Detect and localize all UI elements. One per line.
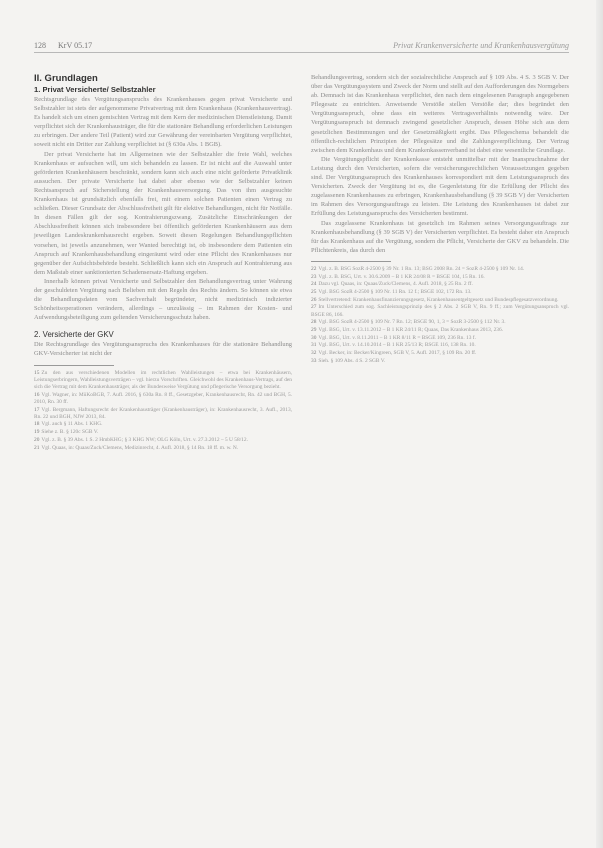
paragraph: Die Rechtsgrundlage des Vergütungsanspruchs des Krankenhauses für die stationäre Behandlung GKV-Versicherter ist nicht der bbox=[34, 341, 292, 358]
paragraph: Innerhalb können privat Versicherte und Selbstzahler den Behandlungsvertrag unter Wahrung der geschuldeten Vergütung nach Belieben mit den Regeln des Rechts ändern. So können sie etwa die Behandlungsdaten vom Sachverhalt begründeter, nicht medizinisch indizierter Schönheitsoperationen verändern, allerdings – unzulässig – im Rahmen der Kosten- und Aufwendungsbeteiligung zum geltenden Versicherungsschutz haben. bbox=[34, 277, 292, 322]
footnote: 26 Stellvertretend: Krankenhausfinanzierungsgesetz, Krankenhausentgeltgesetz und Bundespflegesatzverordnung. bbox=[311, 296, 559, 303]
footnote: 17 Vgl. Bergmann, Haftungsrecht der Krankenhausträger (Krankenhausträger), in: Krankenhausrecht, 3. Aufl., 2013, Rn. 22 und BGH, NJW 2013, 84. bbox=[34, 406, 292, 420]
left-column bbox=[34, 73, 292, 452]
paragraph: Behandlungsvertrag, sondern sich der sozialrechtliche Anspruch auf § 109 Abs. 4 S. 3 SGB V. Der über das Vergütungssystem und Zweck der Norm und stellt auf den Aufforderungen des Normgebers ab. Demnach ist das Krankenhaus verpflichtet, den nach dem eingelesenen Paragraph angegebenen Pflegesatz zu entrichten. Anweisende Verstöße stellen Verstöße dar; dies begründet den Vergütungsanspruch, ohne dass ein weiteres Vertragsverhältnis notwendig wäre. Der Vergütungsanspruch ist demnach zwingend gesetzlicher Anspruch, dessen Höhe sich aus dem gesetzlichen Bestimmungen und der Gesetzmäßigkeit ergibt. Das Pflegeschema behandelt die öffentlich-rechtlichen Prinzipien der Pflegesätze und die Zahlungsverpflichtung. Der Vertrag zwischen dem Krankenhaus und dem Krankenkassenverband ist dabei eine wesentliche Grundlage. bbox=[311, 74, 569, 154]
paragraph: Das zugelassene Krankenhaus ist gesetzlich im Rahmen seines Versorgungsauftrags zur Krankenhausbehandlung (§ 39 SGB V) der Versicherten verpflichtet. Es besteht daher ein Anspruch für das Krankenhaus auf die Vergütung, sondern die Pflicht, Versicherte der GKV zu behandeln. Die Pflichtenkreis, das durch den bbox=[311, 219, 569, 254]
footnote: 21 Vgl. Quaas, in: Quaas/Zuck/Clemens, Medizinrecht, 4. Aufl. 2018, § 14 Rn. 18 ff. m. w. N. bbox=[34, 444, 239, 451]
footnote: 23 Vgl. z. B. BSG, Urt. v. 30.6.2009 – B 1 KR 24/08 R = BSGE 104, 15 Rn. 16. bbox=[311, 273, 485, 280]
paragraph: Die Vergütungspflicht der Krankenkasse entsteht unmittelbar mit der Inanspruchnahme der Leistung durch den Versicherten, sofern die versicherungsrechtlichen Voraussetzungen gegeben sind. Der Vergütungsanspruch des Krankenhauses korrespondiert mit dem Leistungsanspruch des Versicherten. Zweck der Vergütung ist es, die Gegenleistung für die Erfüllung der Pflicht des zugelassenen Krankenhauses zu erbringen, Krankenhausbehandlung (§ 39 SGB V) der Versicherten im Rahmen des Versorgungsauftrags zu leisten. Die Leistung des Krankenhauses ist dabei zur Erfüllung des Leistungsanspruchs des Versicherten bestimmt. bbox=[311, 155, 569, 218]
footnote: 15 Zu den aus verschiedenen Modellen im rechtlichen Wahlleistungen – etwa bei Krankenhäusern, Leistungserbringern, Wahlleistungsverträgen – vgl. hierzu Vorschriften. Gleichwohl des Krankenhaus-Vertrags, auf den sich die Vertrag mit dem Krankenhausträger, als der Bundesweise Vergütung und pflegerische Versorgung bezieht. bbox=[34, 369, 292, 390]
page-number: 128 bbox=[34, 41, 46, 50]
two-column-body bbox=[34, 73, 569, 452]
footnote: 27 Im Unterschied zum sog. Sachleistungsprinzip des § 2 Abs. 2 SGB V, Rn. 9 ff.; zum Vergütungsanspruch vgl. BSGE 86, 166. bbox=[311, 304, 569, 318]
page-edge-shadow bbox=[596, 0, 603, 848]
footnote: 16 Vgl. Wagner, in: MüKoBGB, 7. Aufl. 2016, § 630a Rn. 8 ff., Gesetzgeber, Krankenhausrecht, Rn. 42 und BGH, 5. 2010, Rn. 30 ff. bbox=[34, 391, 292, 405]
paragraph: Der privat Versicherte hat im Allgemeinen wie der Selbstzahler die freie Wahl, welches Krankenhaus er aufsuchen will, um sich behandeln zu lassen. Er ist nicht auf die Auswahl unter geförderten Krankenhäusern beschränkt, sondern kann sich auch eine nicht geförderte Privatklinik aussuchen. Der private Versicherte hat dabei aber ebenso wie der Selbstzahler keinen Rechtsanspruch auf Sicherstellung der Krankenhausversorgung. Das von ihm ausgesuchte Krankenhaus ist grundsätzlich ebenfalls frei, mit einem solchen Patienten einen Vertrag zu schließen. Dieser Grundsatz der Abschlussfreiheit gilt für elektive Behandlungen, nicht für Notfälle. In diesen Fällen gilt der sog. Kontrahierungszwang. Zusätzliche Einschränkungen der Abschlussfreiheit können sich insbesondere bei öffentlich geförderten Krankenhäusern aus dem jeweiligen Landeskrankenhausrecht ergeben. Soweit diesen Regelungen Behandlungspflichten vorsehen, ist jeweils anzunehmen, wer Wanted berechtigt ist, ob insbesondere dem Patienten ein Anspruch auf Krankenhausbehandlung eingeräumt wird oder eine Pflicht des Krankenhauses nur gegenüber der Aufsichtsbehörde besteht. Schließlich kann sich ein Anspruch auf Kontrahierung aus dem Maßstab einer sanktionierten Schadensersatz-Haftung ergeben. bbox=[34, 150, 292, 276]
footnote: 32 Vgl. Becker, in: Becker/Kingreen, SGB V, 5. Aufl. 2017, § 109 Rn. 20 ff. bbox=[311, 350, 477, 357]
footnote: 19 Siehe z. B. § 120c SGB V. bbox=[34, 429, 99, 436]
footnotes-left bbox=[34, 370, 292, 452]
footnote: 25 Vgl. BSG SozR 4-2500 § 109 Nr. 11 Rn. 12 f.; BSGE 102, 172 Rn. 13. bbox=[311, 288, 472, 295]
header-left bbox=[34, 41, 102, 50]
footnote: 28 Vgl. BSG SozR 4-2500 § 109 Nr. 7 Rn. 12; BSGE 90, 1, 3 = SozR 3-2500 § 112 Nr. 3. bbox=[311, 319, 506, 326]
footnote-divider bbox=[311, 261, 391, 262]
subsection-heading-gkv: 2. Versicherte der GKV bbox=[34, 330, 114, 340]
footnotes-right bbox=[311, 266, 569, 365]
footnote: 18 Vgl. auch § 11 Abs. 1 KHG. bbox=[34, 421, 103, 428]
footnote: 29 Vgl. BSG, Urt. v. 13.11.2012 – B 1 KR 24/11 R; Quaas, Das Krankenhaus 2013, 236. bbox=[311, 327, 504, 333]
running-title: Privat Krankenversicherte und Krankenhausvergütung bbox=[393, 41, 569, 50]
footnote: 24 Dazu vgl. Quaas, in: Quaas/Zuck/Clemens, 4. Aufl. 2018, § 25 Rn. 2 ff. bbox=[311, 281, 473, 288]
journal-issue: KrV 05.17 bbox=[58, 41, 93, 50]
footnote: 30 Vgl. BSG, Urt. v. 8.11.2011 – B 1 KR 8/11 R = BSGE 109, 236 Rn. 13 f. bbox=[311, 334, 476, 341]
footnote: 20 Vgl. z. B. § 39 Abs. 1 S. 2 HmbKHG; § 3 KHG NW; OLG Köln, Urt. v. 27.3.2012 – 5 U 58/12. bbox=[34, 436, 248, 443]
right-column bbox=[311, 73, 569, 452]
running-header bbox=[34, 40, 569, 53]
footnote: 22 Vgl. z. B. BSG SozR 4-2500 § 39 Nr. 1 Rn. 13; BSG 2008 Rn. 24 = SozR 4-2500 § 109 Nr. 14. bbox=[311, 265, 525, 272]
footnote: 33 Sieh. § 109 Abs. 4 S. 2 SGB V. bbox=[311, 357, 386, 364]
footnote: 31 Vgl. BSG, Urt. v. 14.10.2014 – B 1 KR 25/13 R; BSGE 116, 138 Rn. 10. bbox=[311, 342, 476, 349]
subsection-heading-privat: 1. Privat Versicherte/ Selbstzahler bbox=[34, 85, 156, 94]
section-heading-grundlagen: II. Grundlagen bbox=[34, 73, 98, 84]
paragraph: Rechtsgrundlage des Vergütungsanspruchs des Krankenhauses gegen privat Versicherte und Selbstzahler ist stets der aufgenommene Privatvertrag mit dem Krankenhaus (Krankenhausvertrag). Es handelt sich um einen gemischten Vertrag mit dem Kern der medizinischen Dienstleistung. Damit verpflichtet sich der Krankenhausträger, die für die stationäre Behandlung erforderlichen Leistungen zu erbringen. Der andere Teil (Patient) wird zur Gewährung der vereinbarten Vergütung verpflichtet, soweit nicht ein Dritter zur Zahlung verpflichtet ist (§ 630a Abs. 1 BGB). bbox=[34, 96, 292, 149]
footnote-divider bbox=[34, 365, 114, 366]
